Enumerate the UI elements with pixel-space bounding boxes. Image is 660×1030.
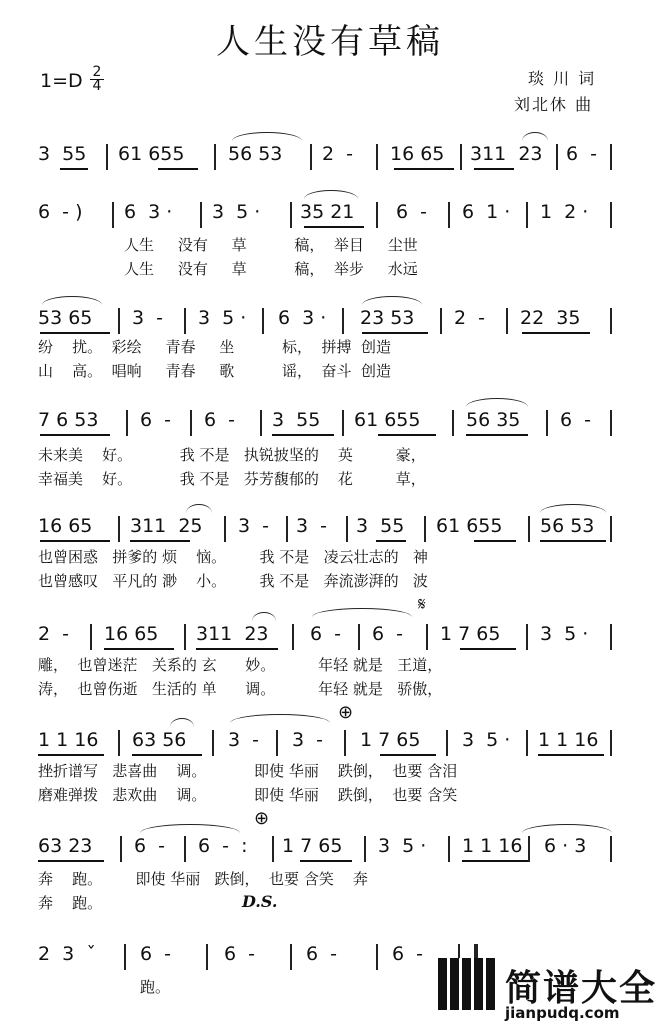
- barline: [446, 730, 448, 756]
- barline: [290, 202, 292, 228]
- barline: [214, 144, 216, 170]
- barline: [286, 516, 288, 542]
- slur: [522, 132, 548, 141]
- barline: [528, 836, 530, 862]
- segno-icon: 𝄋: [418, 594, 426, 615]
- notes-line: [0, 142, 660, 176]
- key-signature: 1=D: [40, 70, 83, 92]
- barline: [610, 624, 612, 650]
- slur: [230, 714, 330, 723]
- lyrics-verse-1: 雕， 也曾迷茫 关系的 玄 妙。 年轻 就是 王道，: [38, 656, 443, 674]
- underline: [378, 434, 436, 436]
- underline: [522, 332, 590, 334]
- measure: 6 - :: [198, 835, 248, 857]
- measure: 2 -: [322, 143, 354, 165]
- measure: 6 3 ·: [124, 201, 173, 223]
- barline: [126, 410, 128, 436]
- measure: 6 -: [306, 943, 338, 965]
- barline: [184, 836, 186, 862]
- measure: 1 1 16: [462, 835, 523, 857]
- barline: [112, 202, 114, 228]
- composer-credit: 刘北休 曲: [514, 95, 594, 114]
- barline: [364, 836, 366, 862]
- slur: [140, 824, 240, 833]
- measure: 6 -: [372, 623, 404, 645]
- underline: [376, 540, 406, 542]
- barline: [440, 308, 442, 334]
- barline: [118, 730, 120, 756]
- lyrics-verse-2: 磨难弹拨 悲欢曲 调。 即使 华丽 跌倒， 也要 含笑: [38, 786, 458, 804]
- underline: [272, 434, 334, 436]
- notes-line: [0, 514, 660, 548]
- underline: [300, 860, 352, 862]
- barline: [526, 624, 528, 650]
- measure: 3 55: [38, 143, 87, 165]
- underline: [196, 648, 278, 650]
- lyrics-verse-1: 纷 扰。 彩绘 青春 坐 标， 拼搏 创造: [38, 338, 392, 356]
- lyricist-credit: 琰 川 词: [528, 69, 597, 88]
- barline: [526, 202, 528, 228]
- barline: [292, 624, 294, 650]
- barline: [448, 836, 450, 862]
- barline: [106, 144, 108, 170]
- lyrics-verse-2: 奔 跑。: [38, 894, 103, 912]
- measure: 56 35: [466, 409, 521, 431]
- notes-line: [0, 200, 660, 234]
- barline: [342, 308, 344, 334]
- measure: 2 -: [454, 307, 486, 329]
- underline: [158, 168, 198, 170]
- measure: 61 655: [436, 515, 503, 537]
- measure: 56 53: [228, 143, 283, 165]
- barline: [610, 202, 612, 228]
- barline: [526, 730, 528, 756]
- barline: [546, 410, 548, 436]
- measure: 3 -: [292, 729, 324, 751]
- measure: 1 1 16: [38, 729, 99, 751]
- measure: 6 -: [224, 943, 256, 965]
- lyrics-verse-2: 跑。: [140, 978, 171, 996]
- measure: 3 -: [228, 729, 260, 751]
- barline: [342, 410, 344, 436]
- barline: [206, 944, 208, 970]
- measure: 1 1 16: [538, 729, 599, 751]
- time-signature: [90, 66, 104, 93]
- measure: 3 -: [238, 515, 270, 537]
- barline: [376, 144, 378, 170]
- measure: 6 3 ·: [278, 307, 327, 329]
- barline: [272, 836, 274, 862]
- barline: [118, 516, 120, 542]
- barline: [610, 516, 612, 542]
- measure: 3 55: [356, 515, 405, 537]
- piano-logo-icon: [438, 958, 498, 1010]
- slur: [170, 718, 194, 727]
- song-title: 人生没有草稿: [216, 22, 444, 62]
- underline: [40, 540, 110, 542]
- measure: 6 -: [396, 201, 428, 223]
- measure: 22 35: [520, 307, 581, 329]
- underline: [462, 860, 528, 862]
- measure: 3 5 ·: [540, 623, 589, 645]
- barline: [448, 202, 450, 228]
- measure: 16 65: [390, 143, 445, 165]
- measure: 1 2 ·: [540, 201, 589, 223]
- slur: [252, 612, 276, 621]
- measure: 6 -: [140, 409, 172, 431]
- underline: [362, 332, 428, 334]
- barline: [460, 144, 462, 170]
- underline: [460, 648, 516, 650]
- time-top: 2: [92, 64, 102, 80]
- measure: 53 65: [38, 307, 93, 329]
- slur: [186, 504, 212, 513]
- slur: [232, 132, 302, 141]
- lyrics-verse-2: 也曾感叹 平凡的 渺 小。 我 不是 奔流澎湃的 波: [38, 572, 428, 590]
- measure: 2 -: [38, 623, 70, 645]
- measure: 3 5 ·: [212, 201, 261, 223]
- measure: 3 55: [272, 409, 321, 431]
- measure: 61 655: [354, 409, 421, 431]
- barline: [224, 516, 226, 542]
- barline: [424, 516, 426, 542]
- slur: [304, 190, 358, 199]
- lyrics-verse-1: 人生 没有 草 稿， 举目 尘世: [124, 236, 418, 254]
- lyrics-verse-1: 挫折谱写 悲喜曲 调。 即使 华丽 跌倒， 也要 含泪: [38, 762, 458, 780]
- barline: [184, 308, 186, 334]
- barline: [528, 516, 530, 542]
- slur: [362, 296, 422, 305]
- underline: [60, 168, 88, 170]
- coda-icon: ⊕: [254, 808, 270, 829]
- measure: 3 -: [132, 307, 164, 329]
- barline: [556, 144, 558, 170]
- measure: 1 7 65: [360, 729, 421, 751]
- barline: [200, 202, 202, 228]
- measure: 3 5 ·: [378, 835, 427, 857]
- lyrics-verse-1: 也曾困惑 拼爹的 烦 恼。 我 不是 凌云壮志的 神: [38, 548, 428, 566]
- site-logo-name: 简谱大全: [505, 968, 658, 1009]
- measure: 3 5 ·: [198, 307, 247, 329]
- barline: [212, 730, 214, 756]
- measure: 16 65: [104, 623, 159, 645]
- lyrics-verse-1: 未来美 好。 我 不是 执锐披坚的 英 豪，: [38, 446, 426, 464]
- measure: 61 655: [118, 143, 185, 165]
- barline: [376, 944, 378, 970]
- underline: [104, 648, 174, 650]
- barline: [118, 308, 120, 334]
- measure: 23 53: [360, 307, 415, 329]
- measure: 6 -: [392, 943, 424, 965]
- underline: [38, 754, 104, 756]
- dal-segno-mark: D.S.: [242, 892, 278, 911]
- measure: 311 23: [196, 623, 269, 645]
- measure: 6 -: [140, 943, 172, 965]
- barline: [610, 144, 612, 170]
- slur: [466, 398, 528, 407]
- measure: 6 -: [310, 623, 342, 645]
- notes-line: [0, 622, 660, 656]
- measure: 3 -: [296, 515, 328, 537]
- measure: 56 53: [540, 515, 595, 537]
- slur: [312, 608, 412, 617]
- underline: [132, 754, 202, 756]
- notes-line: [0, 408, 660, 442]
- measure: 6 · 3: [544, 835, 587, 857]
- notes-line: [0, 306, 660, 340]
- underline: [40, 332, 110, 334]
- lyrics-verse-2: 涛， 也曾伤逝 生活的 单 调。 年轻 就是 骄傲，: [38, 680, 443, 698]
- measure: 1 7 65: [282, 835, 343, 857]
- barline: [120, 836, 122, 862]
- barline: [610, 410, 612, 436]
- underline: [38, 860, 104, 862]
- barline: [346, 516, 348, 542]
- measure: 1 7 65: [440, 623, 501, 645]
- barline: [344, 730, 346, 756]
- barline: [310, 144, 312, 170]
- lyrics-verse-1: 奔 跑。 即使 华丽 跌倒， 也要 含笑 奔: [38, 870, 368, 888]
- barline: [506, 308, 508, 334]
- barline: [276, 730, 278, 756]
- measure: 63 56: [132, 729, 187, 751]
- barline: [124, 944, 126, 970]
- barline: [260, 410, 262, 436]
- barline: [426, 624, 428, 650]
- measure: 7 6 53: [38, 409, 99, 431]
- measure: 6 - ): [38, 201, 83, 223]
- underline: [380, 754, 436, 756]
- underline: [394, 168, 454, 170]
- measure: 6 1 ·: [462, 201, 511, 223]
- barline: [90, 624, 92, 650]
- lyrics-verse-2: 幸福美 好。 我 不是 芬芳馥郁的 花 草，: [38, 470, 426, 488]
- barline: [610, 308, 612, 334]
- notes-line: [0, 728, 660, 762]
- barline: [610, 836, 612, 862]
- lyrics-verse-2: 山 高。 唱响 青春 歌 谣， 奋斗 创造: [38, 362, 392, 380]
- underline: [474, 168, 514, 170]
- measure: 311 25: [130, 515, 203, 537]
- barline: [610, 730, 612, 756]
- barline: [376, 202, 378, 228]
- lyrics-verse-2: 人生 没有 草 稿， 举步 水远: [124, 260, 418, 278]
- underline: [304, 226, 364, 228]
- underline: [130, 540, 190, 542]
- measure: 35 21: [300, 201, 355, 223]
- measure: 6 -: [560, 409, 592, 431]
- underline: [40, 434, 110, 436]
- measure: 16 65: [38, 515, 93, 537]
- notes-line: [0, 834, 660, 868]
- barline: [190, 410, 192, 436]
- barline: [452, 410, 454, 436]
- time-bottom: 4: [90, 79, 104, 93]
- measure: 6 -: [134, 835, 166, 857]
- barline: [262, 308, 264, 334]
- measure: 6 -: [204, 409, 236, 431]
- measure: 63 23: [38, 835, 93, 857]
- underline: [540, 540, 606, 542]
- slur: [522, 824, 612, 833]
- underline: [466, 434, 528, 436]
- measure: 311 23: [470, 143, 543, 165]
- slur: [42, 296, 102, 305]
- underline: [538, 754, 604, 756]
- measure: 2 3 ˇ: [38, 943, 96, 965]
- measure: 6 -: [566, 143, 598, 165]
- barline: [290, 944, 292, 970]
- slur: [540, 504, 606, 513]
- site-logo-url: jianpudq.com: [505, 1004, 620, 1022]
- coda-icon: ⊕: [338, 702, 354, 723]
- measure: 3 5 ·: [462, 729, 511, 751]
- underline: [474, 540, 516, 542]
- barline: [184, 624, 186, 650]
- barline: [358, 624, 360, 650]
